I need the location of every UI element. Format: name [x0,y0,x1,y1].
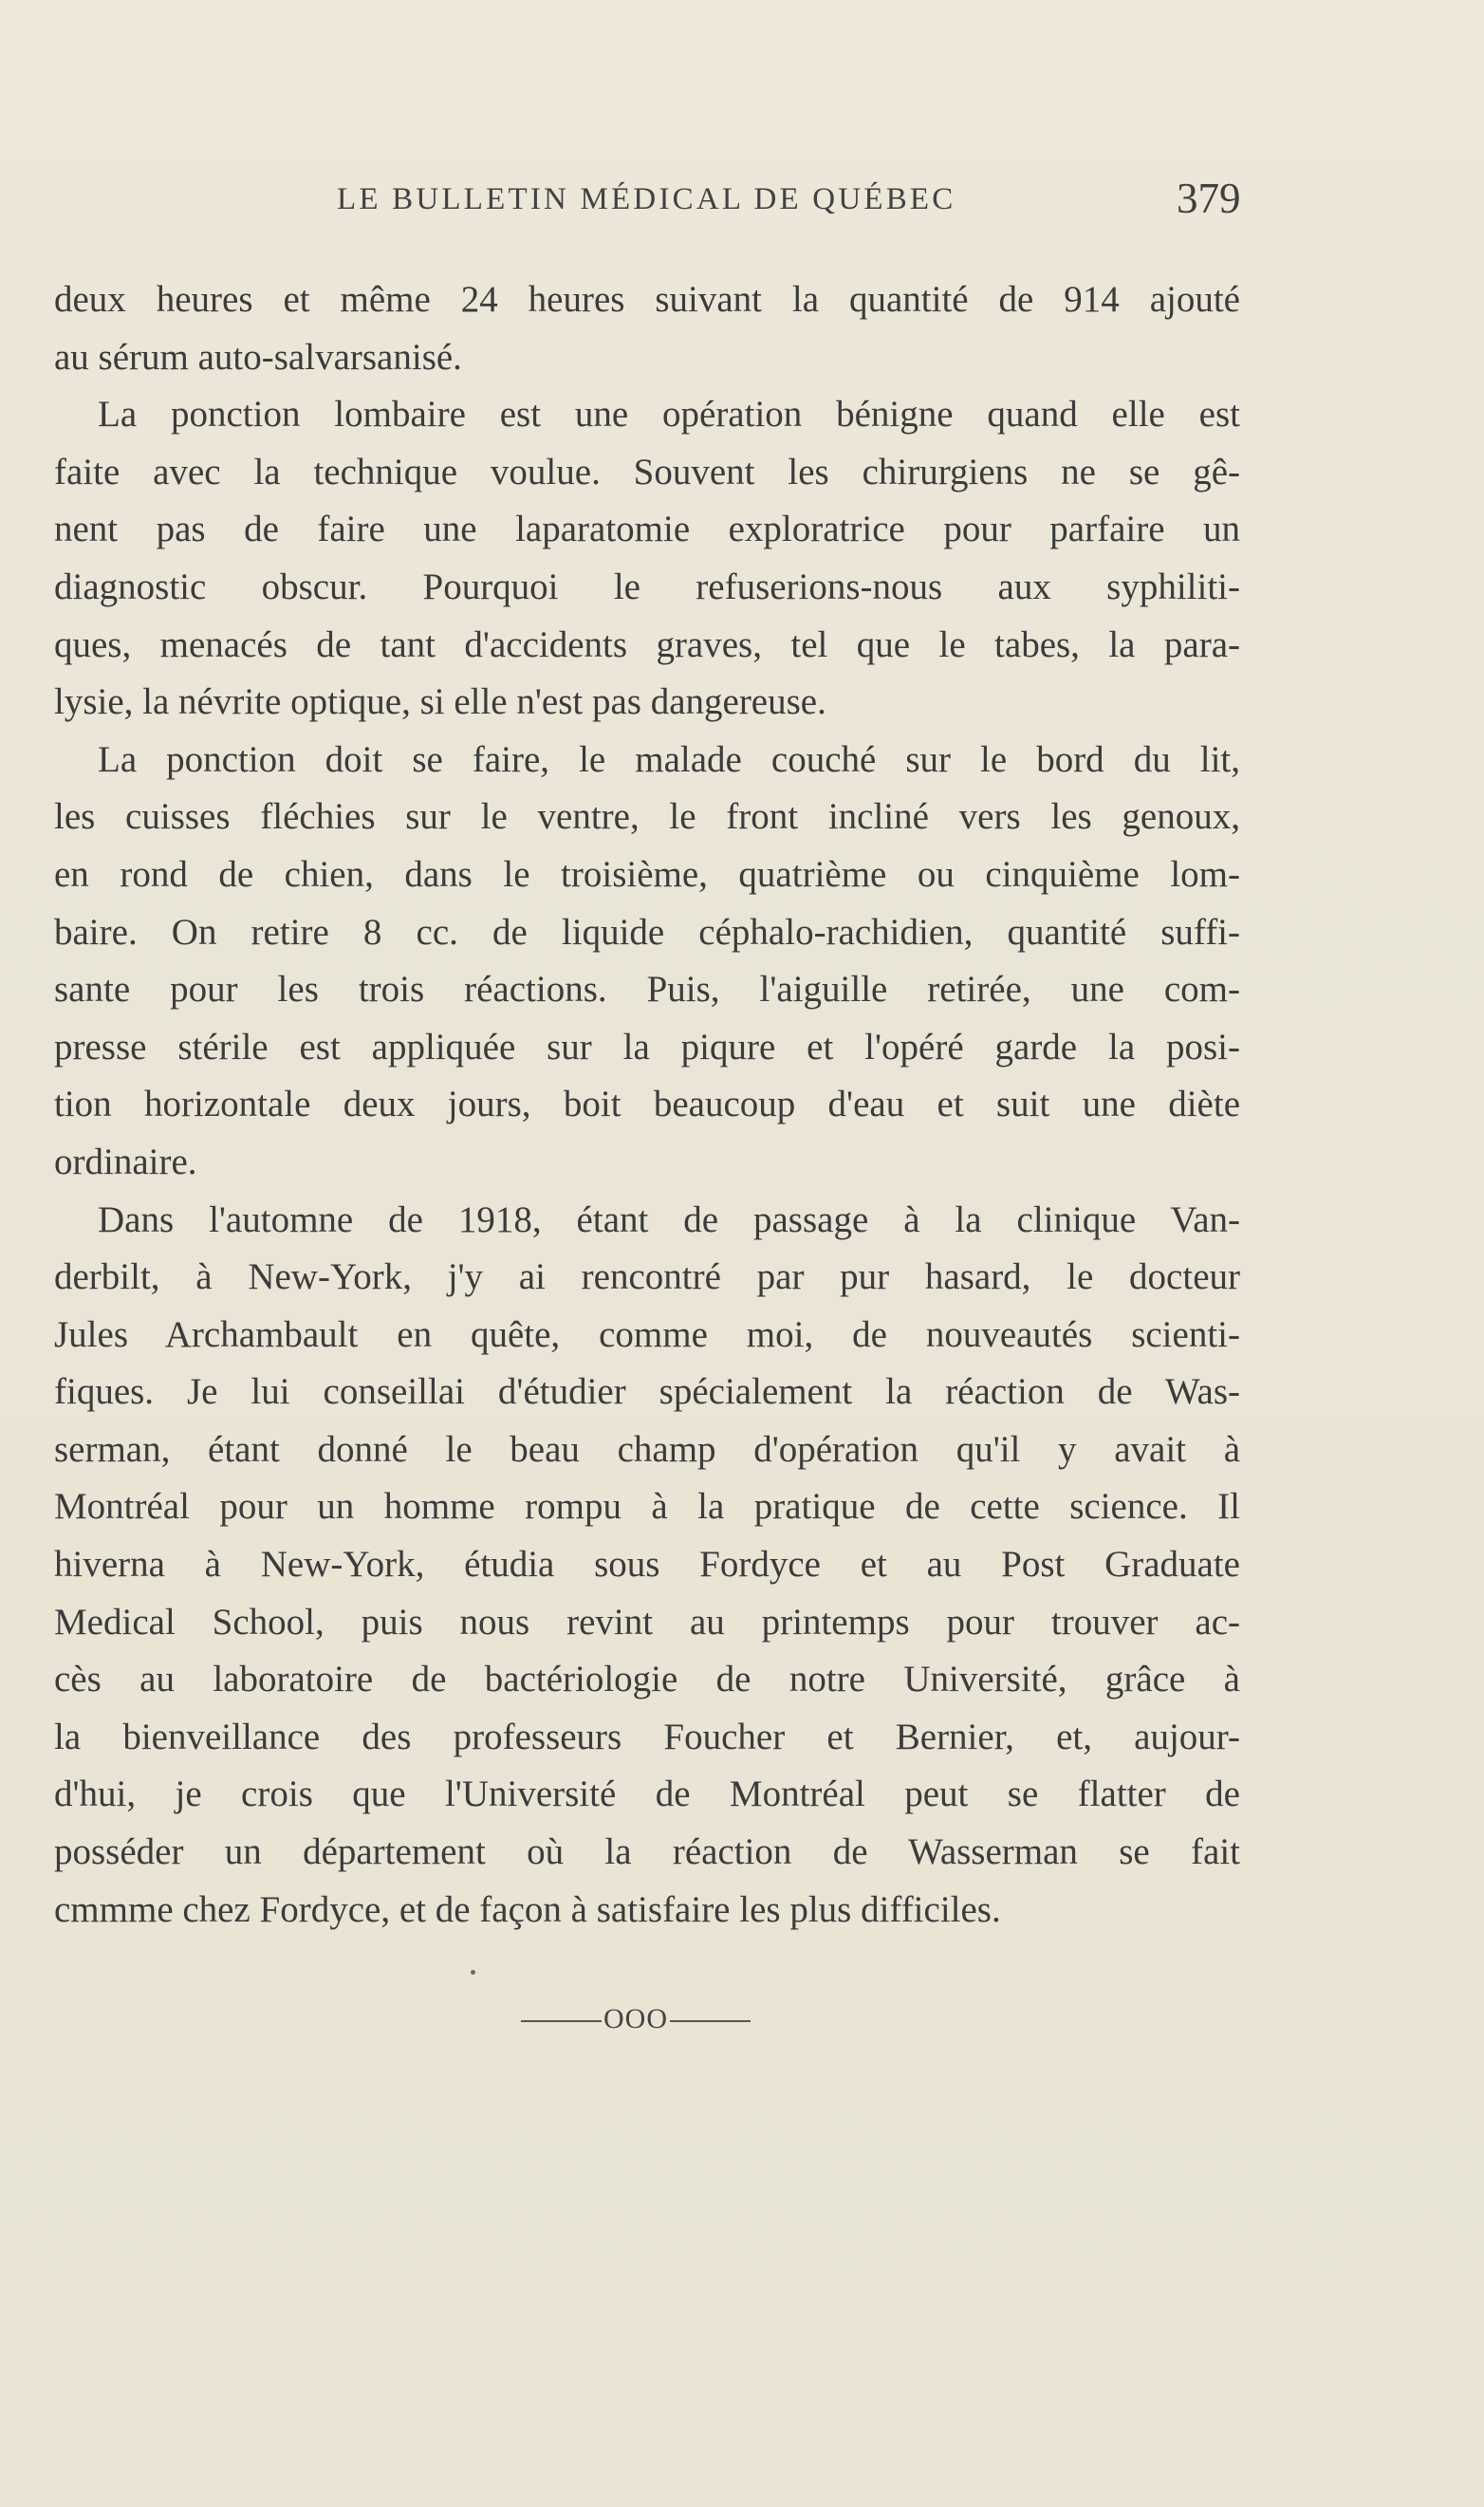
text-line: les cuisses fléchies sur le ventre, le front incliné vers les genoux, [54,796,1240,838]
text-line: Montréal pour un homme rompu à la pratique de cette science. Il [54,1486,1240,1528]
text-line: fiques. Je lui conseillai d'étudier spécialement la réaction de Was- [54,1371,1240,1413]
text-line: serman, étant donné le beau champ d'opération qu'il y avait à [54,1428,1240,1470]
separator-ornament: OOO [603,2003,668,2034]
page-header [0,169,1484,235]
text-line: derbilt, à New-York, j'y ai rencontré par pur hasard, le docteur [54,1256,1240,1298]
section-separator [517,2000,754,2038]
text-line: La ponction doit se faire, le malade couché sur le bord du lit, [98,738,1240,780]
separator-rule-right [670,2020,751,2022]
text-line: cmmme chez Fordyce, et de façon à satisfaire les plus difficiles. [54,1888,1001,1930]
text-line: posséder un département où la réaction de Wasserman se fait [54,1831,1240,1873]
text-line: La ponction lombaire est une opération bénigne quand elle est [98,394,1240,436]
text-line: au sérum auto-salvarsanisé. [54,336,462,378]
text-line: faite avec la technique voulue. Souvent les chirurgiens ne se gê- [54,451,1240,492]
running-title: LE BULLETIN MÉDICAL DE QUÉBEC [337,182,956,216]
text-line: hiverna à New-York, étudia sous Fordyce et au Post Graduate [54,1544,1240,1586]
text-line: cès au laboratoire de bactériologie de notre Université, grâce à [54,1659,1240,1700]
text-line: Dans l'automne de 1918, étant de passage à la clinique Van- [98,1198,1240,1240]
text-line: ques, menacés de tant d'accidents graves, tel que le tabes, la para- [54,623,1240,665]
print-speck [471,1970,475,1975]
text-line: baire. On retire 8 cc. de liquide céphalo-rachidien, quantité suffi- [54,911,1240,953]
text-line: d'hui, je crois que l'Université de Montréal peut se flatter de [54,1773,1240,1815]
text-line: en rond de chien, dans le troisième, quatrième ou cinquième lom- [54,853,1240,895]
text-line: diagnostic obscur. Pourquoi le refuserions-nous aux syphiliti- [54,566,1240,607]
text-line: sante pour les trois réactions. Puis, l'aiguille retirée, une com- [54,969,1240,1011]
text-line: deux heures et même 24 heures suivant la quantité de 914 ajouté [54,279,1240,320]
text-line: la bienveillance des professeurs Foucher et Bernier, et, aujour- [54,1716,1240,1757]
separator-rule-left [521,2020,602,2022]
text-line: Jules Archambault en quête, comme moi, de nouveautés scienti- [54,1313,1240,1355]
text-line: Medical School, puis nous revint au printemps pour trouver ac- [54,1601,1240,1643]
text-line: nent pas de faire une laparatomie exploratrice pour parfaire un [54,509,1240,550]
body-text [54,271,1240,1939]
text-line: tion horizontale deux jours, boit beaucoup d'eau et suit une diète [54,1084,1240,1125]
text-line: presse stérile est appliquée sur la piqure et l'opéré garde la posi- [54,1026,1240,1068]
text-line: lysie, la névrite optique, si elle n'est pas dangereuse. [54,681,826,723]
text-line: ordinaire. [54,1141,197,1182]
page-number: 379 [1177,175,1241,222]
